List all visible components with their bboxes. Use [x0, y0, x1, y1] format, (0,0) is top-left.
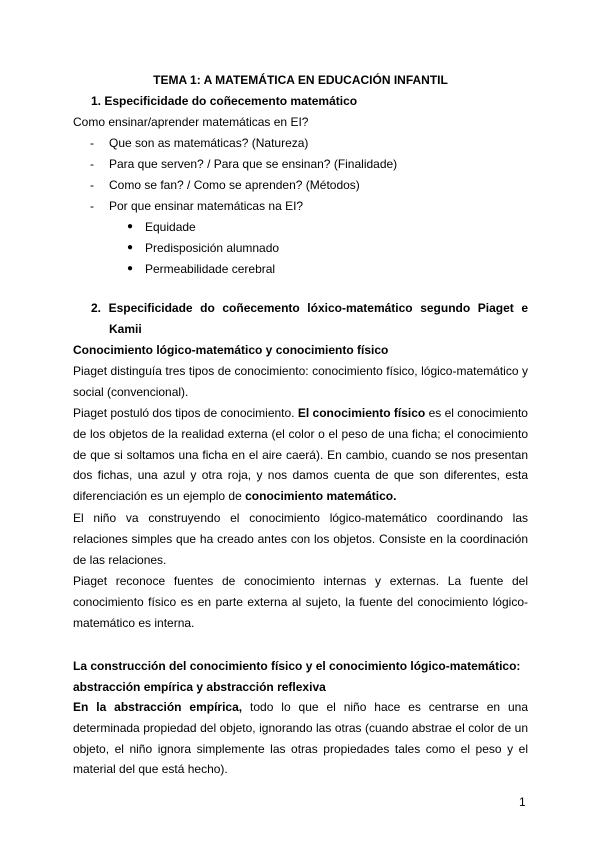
document-page — [73, 0, 528, 848]
section-2-heading-cont: Kamii — [109, 322, 142, 336]
question-item: Para que serven? / Para que se ensinan? (Finalidade) — [109, 157, 398, 171]
bullet-dot: ● — [127, 263, 134, 274]
reason-item: Equidade — [145, 220, 196, 234]
page-number: 1 — [519, 795, 526, 809]
section-1-heading: 1. Especificidade do coñecemento matemático — [91, 94, 358, 108]
bullet-dot: ● — [127, 242, 134, 253]
section-2-heading: 2. Especificidade do coñecemento lóxico-matemático segundo Piaget e — [91, 301, 528, 315]
question-item: Como se fan? / Como se aprenden? (Métodos) — [109, 178, 360, 192]
question-item: Por que ensinar matemáticas na EI? — [109, 199, 304, 213]
bullet-dot: ● — [127, 221, 134, 232]
paragraph-5: En la abstracción empírica, todo lo que el niño hace es centrarse en una determinada propiedad del objeto, ignorando las otras (cuando abstrae el color de un objeto, el niño ignora simplemente las otras propiedades tales como el peso y el material del que está hecho). — [73, 700, 528, 777]
reason-item: Predisposición alumnado — [145, 241, 280, 255]
subheading-2-line-2: abstracción empírica y abstracción reflexiva — [73, 680, 326, 694]
dash-bullet: - — [90, 199, 94, 213]
dash-bullet: - — [90, 157, 94, 171]
dash-bullet: - — [90, 178, 94, 192]
document-title: TEMA 1: A MATEMÁTICA EN EDUCACIÓN INFANTIL — [153, 73, 448, 87]
subheading-2-line-1: La construcción del conocimiento físico y el conocimiento lógico-matemático: — [73, 659, 521, 673]
paragraph-4: Piaget reconoce fuentes de conocimiento internas y externas. La fuente del conocimiento físico es en parte externa al sujeto, la fuente del conocimiento lógico-matemático es interna. — [73, 574, 528, 630]
reason-item: Permeabilidade cerebral — [145, 262, 276, 276]
dash-bullet: - — [90, 136, 94, 150]
paragraph-1: Piaget distinguía tres tipos de conocimiento: conocimiento físico, lógico-matemático y social (convencional). — [73, 364, 528, 399]
question-item: Que son as matemáticas? (Natureza) — [109, 136, 309, 150]
paragraph-2: Piaget postuló dos tipos de conocimiento. El conocimiento físico es el conocimiento de los objetos de la realidad externa (el color o el peso de una ficha; el conocimiento de que si soltamos una ficha en el aire caerá). En cambio, cuando se nos presentan dos fichas, una azul y otra roja, y nos damos cuenta de que son diferentes, esta diferenciación es un ejemplo de conocimiento matemático. — [73, 406, 528, 504]
paragraph-3: El niño va construyendo el conocimiento lógico-matemático coordinando las relaciones simples que ha creado antes con los objetos. Consiste en la coordinación de las relaciones. — [73, 511, 528, 567]
section-1-intro: Como ensinar/aprender matemáticas en EI? — [73, 115, 309, 129]
subheading: Conocimiento lógico-matemático y conocimiento físico — [73, 343, 389, 357]
